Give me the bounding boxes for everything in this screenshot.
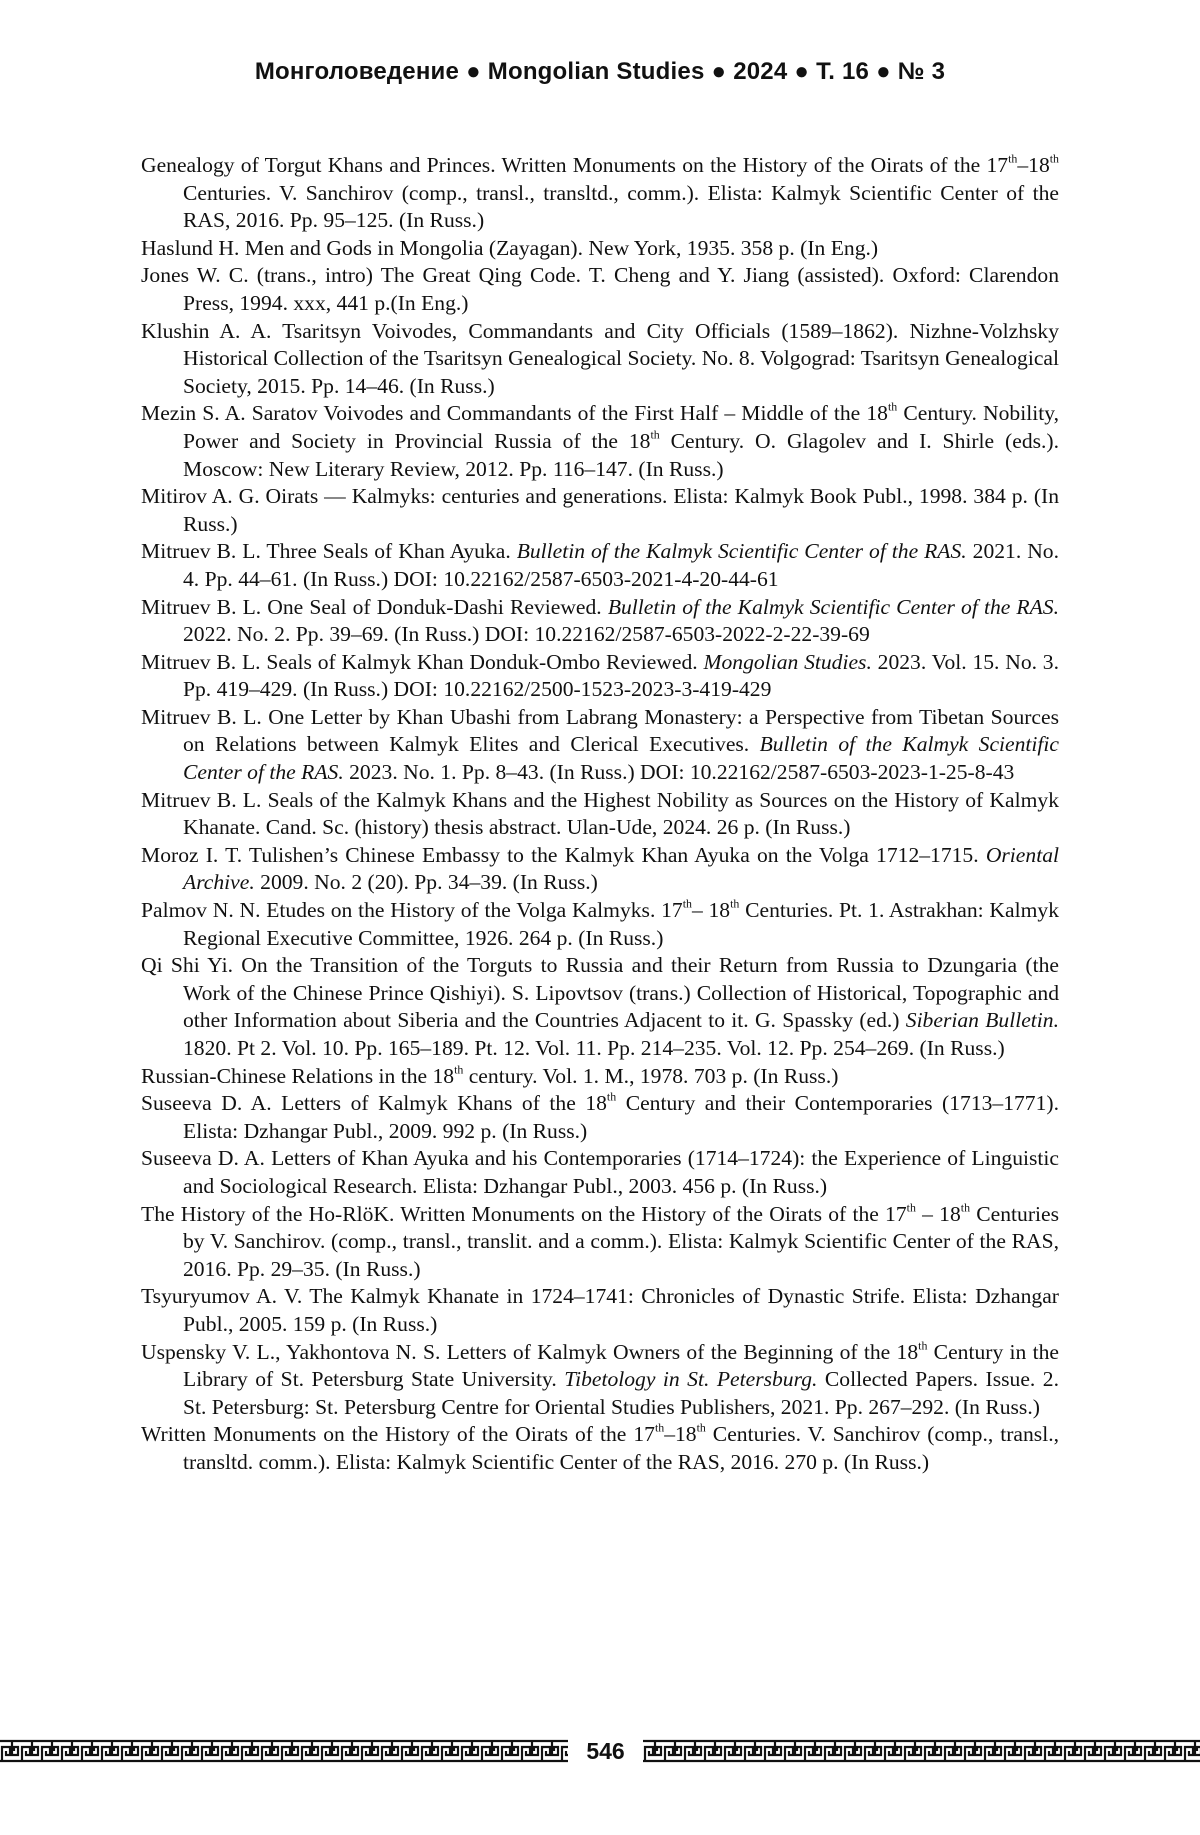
bullet-separator: ●: [876, 58, 891, 85]
ordinal-superscript: th: [888, 400, 897, 414]
journal-volume: Т. 16: [816, 58, 869, 85]
ordinal-superscript: th: [650, 427, 659, 441]
reference-text: Haslund H. Men and Gods in Mongolia (Zayagan). New York, 1935. 358 p. (In Eng.): [141, 236, 878, 260]
reference-text: Centuries. V. Sanchirov (comp., transl., transltd., comm.). Elista: Kalmyk Scientific Center of the RAS, 2016. Pp. 95–125. (In Russ.): [183, 181, 1059, 233]
reference-entry: [141, 952, 1059, 1062]
running-header: [0, 58, 1200, 86]
bullet-separator: ●: [712, 58, 727, 85]
ordinal-superscript: th: [683, 897, 692, 911]
reference-text: – 18: [916, 1202, 961, 1226]
reference-text: Russian-Chinese Relations in the 18: [141, 1064, 454, 1088]
reference-entry: [141, 262, 1059, 317]
reference-text: century. Vol. 1. M., 1978. 703 p. (In Russ.): [463, 1064, 838, 1088]
reference-entry: [141, 1201, 1059, 1284]
reference-entry: [141, 152, 1059, 235]
reference-text: Tsyuryumov A. V. The Kalmyk Khanate in 1724–1741: Chronicles of Dynastic Strife. Elista: Dzhangar Publ., 2005. 159 p. (In Russ.): [141, 1284, 1059, 1336]
ordinal-superscript: th: [1008, 152, 1017, 166]
reference-text: Century. O. Glagolev and I. Shirle (eds.). Moscow: New Literary Review, 2012. Pp. 116–147. (In Russ.): [183, 429, 1059, 481]
reference-entry: [141, 1421, 1059, 1476]
ordinal-superscript: th: [918, 1338, 927, 1352]
reference-entry: [141, 1090, 1059, 1145]
reference-text: 2009. No. 2 (20). Pp. 34–39. (In Russ.): [255, 870, 598, 894]
reference-text: Mitruev B. L. Seals of the Kalmyk Khans and the Highest Nobility as Sources on the History of Kalmyk Khanate. Cand. Sc. (history) thesis abstract. Ulan-Ude, 2024. 26 p. (In Russ.): [141, 788, 1059, 840]
reference-text: Century and their Contemporaries (1713–1771). Elista: Dzhangar Publ., 2009. 992 p. (In Russ.): [183, 1091, 1059, 1143]
ordinal-superscript: th: [655, 1421, 664, 1435]
reference-text: Qi Shi Yi. On the Transition of the Torguts to Russia and their Return from Russia to Dzungaria (the Work of the Chinese Prince Qishiyi). S. Lipovtsov (trans.) Collection of Historical, Topographic and other Information about Siberia and the Countries Adjacent to it. G. Spassky (ed.): [141, 953, 1059, 1032]
reference-text: Uspensky V. L., Yakhontova N. S. Letters of Kalmyk Owners of the Beginning of the 18: [141, 1340, 918, 1364]
reference-text: Suseeva D. A. Letters of Kalmyk Khans of the 18: [141, 1091, 607, 1115]
reference-entry: [141, 1339, 1059, 1422]
reference-text: –18: [664, 1422, 696, 1446]
reference-text: Mezin S. A. Saratov Voivodes and Commandants of the First Half – Middle of the 18: [141, 401, 888, 425]
journal-title-italic: Bulletin of the Kalmyk Scientific Center of the RAS.: [608, 595, 1059, 619]
reference-text: 2021. No. 4. Pp. 44–61. (In Russ.) DOI: 10.22162/2587-6503-2021-4-20-44-61: [183, 539, 1059, 591]
ordinal-superscript: th: [607, 1090, 616, 1104]
reference-text: Written Monuments on the History of the Oirats of the 17: [141, 1422, 655, 1446]
ordinal-superscript: th: [961, 1200, 970, 1214]
reference-entry: [141, 649, 1059, 704]
reference-text: Mitruev B. L. One Seal of Donduk-Dashi Reviewed.: [141, 595, 608, 619]
reference-text: 2023. Vol. 15. No. 3. Pp. 419–429. (In Russ.) DOI: 10.22162/2500-1523-2023-3-419-429: [183, 650, 1059, 702]
journal-title-italic: Siberian Bulletin.: [906, 1008, 1059, 1032]
meander-ornament-right: [643, 1737, 1200, 1765]
reference-text: Collected Papers. Issue. 2. St. Petersburg: St. Petersburg Centre for Oriental Studies Publishers, 2021. Pp. 267–292. (In Russ.): [183, 1367, 1059, 1419]
reference-entry: [141, 1145, 1059, 1200]
reference-entry: [141, 318, 1059, 401]
reference-text: Palmov N. N. Etudes on the History of the Volga Kalmyks. 17: [141, 898, 683, 922]
reference-text: Mitruev B. L. One Letter by Khan Ubashi from Labrang Monastery: a Perspective from Tibetan Sources on Relations between Kalmyk Elites and Clerical Executives.: [141, 705, 1059, 757]
reference-entry: [141, 235, 1059, 263]
ordinal-superscript: th: [1050, 152, 1059, 166]
ordinal-superscript: th: [907, 1200, 916, 1214]
reference-text: The History of the Ho-RlöK. Written Monuments on the History of the Oirats of the 17: [141, 1202, 907, 1226]
journal-title-italic: Bulletin of the Kalmyk Scientific Center of the RAS.: [517, 539, 967, 563]
reference-text: Mitruev B. L. Seals of Kalmyk Khan Donduk-Ombo Reviewed.: [141, 650, 704, 674]
reference-text: Klushin A. A. Tsaritsyn Voivodes, Commandants and City Officials (1589–1862). Nizhne-Volzhsky Historical Collection of the Tsaritsyn Genealogical Society. No. 8. Volgograd: Tsaritsyn Genealogical Society, 2015. Pp. 14–46. (In Russ.): [141, 319, 1059, 398]
ordinal-superscript: th: [454, 1062, 463, 1076]
reference-text: – 18: [692, 898, 730, 922]
journal-title-en: Mongolian Studies: [488, 58, 705, 85]
reference-list: [141, 152, 1059, 1477]
reference-text: Centuries. Pt. 1. Astrakhan: Kalmyk Regional Executive Committee, 1926. 264 p. (In Russ.): [183, 898, 1059, 950]
journal-year: 2024: [733, 58, 787, 85]
reference-entry: [141, 1063, 1059, 1091]
reference-entry: [141, 787, 1059, 842]
reference-text: Mitruev B. L. Three Seals of Khan Ayuka.: [141, 539, 517, 563]
reference-text: Moroz I. T. Tulishen’s Chinese Embassy to the Kalmyk Khan Ayuka on the Volga 1712–1715.: [141, 843, 986, 867]
reference-entry: [141, 842, 1059, 897]
page-footer: [0, 1737, 1200, 1765]
reference-entry: [141, 400, 1059, 483]
journal-issue: № 3: [898, 58, 945, 85]
journal-title-italic: Mongolian Studies.: [704, 650, 872, 674]
reference-entry: [141, 538, 1059, 593]
reference-text: 2023. No. 1. Pp. 8–43. (In Russ.) DOI: 10.22162/2587-6503-2023-1-25-8-43: [344, 760, 1015, 784]
reference-text: Suseeva D. A. Letters of Khan Ayuka and his Contemporaries (1714–1724): the Experience of Linguistic and Sociological Research. Elista: Dzhangar Publ., 2003. 456 p. (In Russ.): [141, 1146, 1059, 1198]
reference-entry: [141, 483, 1059, 538]
ordinal-superscript: th: [730, 897, 739, 911]
reference-text: 2022. No. 2. Pp. 39–69. (In Russ.) DOI: 10.22162/2587-6503-2022-2-22-39-69: [183, 622, 870, 646]
reference-text: Centuries by V. Sanchirov. (comp., transl., translit. and a comm.). Elista: Kalmyk Scientific Center of the RAS, 2016. Pp. 29–35. (In Russ.): [183, 1202, 1059, 1281]
journal-title-italic: Oriental Archive.: [183, 843, 1059, 895]
reference-text: Centuries. V. Sanchirov (comp., transl., transltd. comm.). Elista: Kalmyk Scientific Center of the RAS, 2016. 270 p. (In Russ.): [183, 1422, 1059, 1474]
reference-text: Mitirov A. G. Oirats — Kalmyks: centuries and generations. Elista: Kalmyk Book Publ., 1998. 384 p. (In Russ.): [141, 484, 1059, 536]
journal-title-italic: Bulletin of the Kalmyk Scientific Center of the RAS.: [183, 732, 1059, 784]
reference-text: Century in the Library of St. Petersburg State University.: [183, 1340, 1059, 1392]
reference-entry: [141, 1283, 1059, 1338]
bullet-separator: ●: [794, 58, 809, 85]
reference-text: Jones W. C. (trans., intro) The Great Qing Code. T. Cheng and Y. Jiang (assisted). Oxford: Clarendon Press, 1994. xxx, 441 p.(In Eng.): [141, 263, 1059, 315]
journal-title-ru: Монголоведение: [255, 58, 459, 85]
meander-ornament-left: [0, 1737, 568, 1765]
reference-text: Century. Nobility, Power and Society in Provincial Russia of the 18: [183, 401, 1059, 453]
reference-text: –18: [1017, 153, 1049, 177]
ordinal-superscript: th: [697, 1421, 706, 1435]
reference-entry: [141, 704, 1059, 787]
reference-text: Genealogy of Torgut Khans and Princes. Written Monuments on the History of the Oirats of the 17: [141, 153, 1008, 177]
journal-title-italic: Tibetology in St. Petersburg.: [564, 1367, 817, 1391]
page-number: 546: [568, 1737, 643, 1765]
bullet-separator: ●: [466, 58, 481, 85]
reference-entry: [141, 897, 1059, 952]
reference-text: 1820. Pt 2. Vol. 10. Pp. 165–189. Pt. 12. Vol. 11. Pp. 214–235. Vol. 12. Pp. 254–269. (In Russ.): [183, 1036, 1005, 1060]
reference-entry: [141, 594, 1059, 649]
